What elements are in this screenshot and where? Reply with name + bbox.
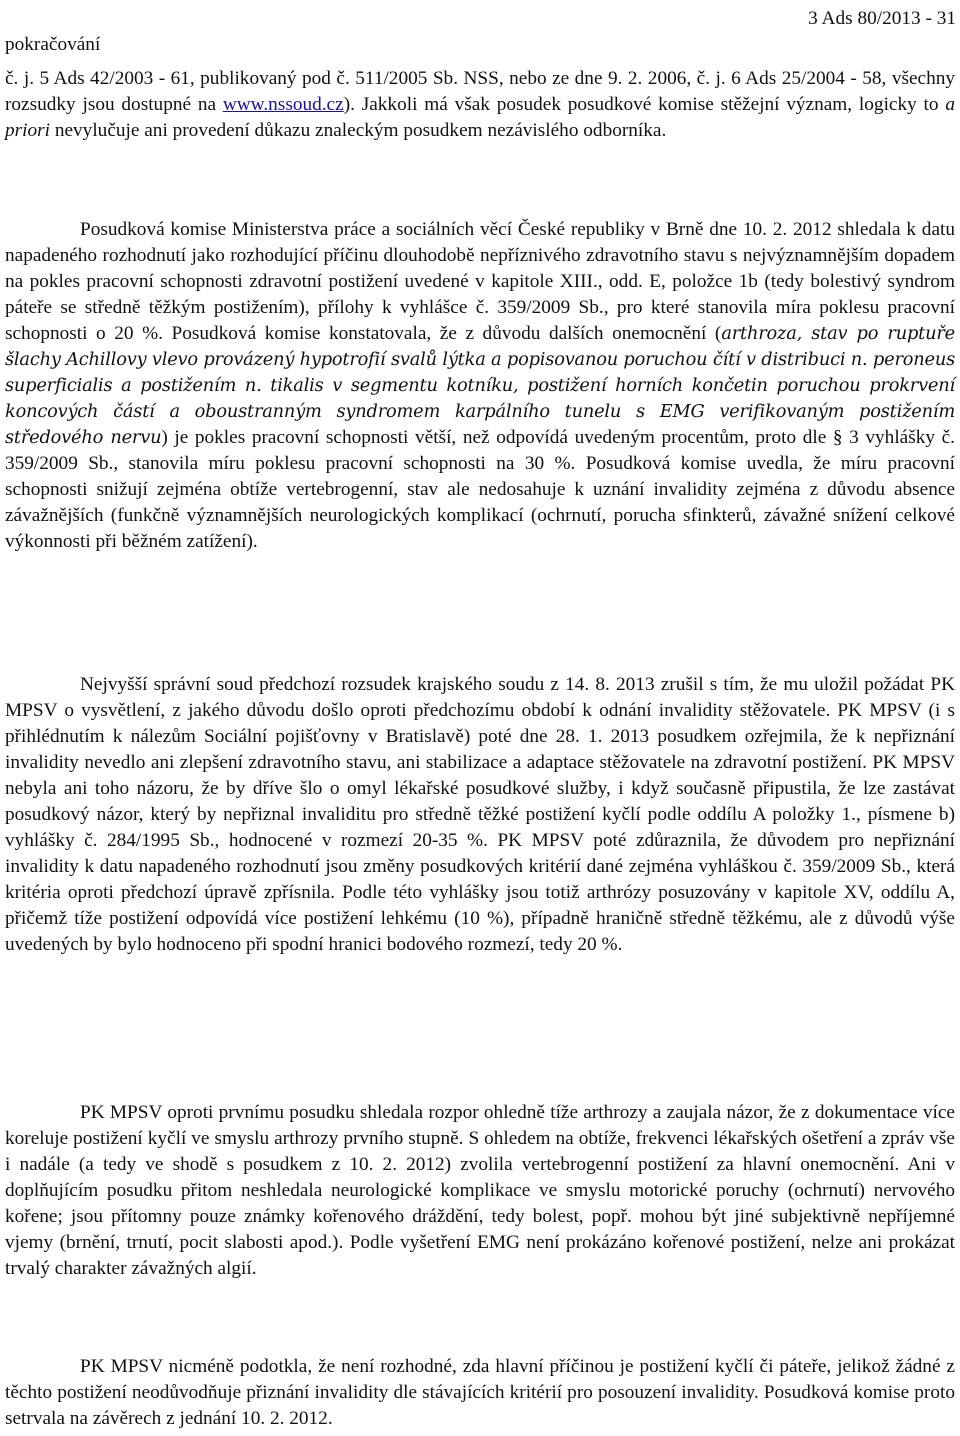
p2-text-b: ) je pokles pracovní schopnosti větší, než odpovídá uvedeným procentům, proto dle § 3 vyhlášky č. 359/2009 Sb., stanovila míru poklesu pracovní schopnosti na 30 %. Posudková komise uvedla, že míru pracovní schopnosti snižují zejména obtíže vertebrogenní, stav ale nedosahuje k uznání invalidity zejména z důvodu absence závažnějších (funkčně významnějších neurologických komplikací (ochrnutí, porucha sfinkterů, závažné snížení celkové výkonnosti při běžném zatížení). [5,427,956,552]
p1-text-a: č. j. 5 Ads 42/2003 - 61, publikovaný pod č. 511/2005 Sb. NSS, nebo ze dne 9. 2. 2006, č. j. 6 Ads 25/2004 - 58, všechny rozsudky jsou dostupné na [5,68,955,115]
p2-italic-diagnoses: arthroza, stav po ruptuře šlachy Achillovy vlevo provázený hypotrofií svalů lýtka a popisovanou poruchou čítí v distribuci n. peroneus superficialis a postižením n. tikalis v segmentu kotníku, postižení horních končetin poruchou prokrvení koncových částí a oboustranným syndromem karpálního tunelu s EMG verifikovaným postižením středového nervu [5,323,955,448]
case-number: 3 Ads 80/2013 - 31 [808,8,956,29]
p3-text: Nejvyšší správní soud předchozí rozsudek krajského soudu z 14. 8. 2013 zrušil s tím, že mu uložil požádat PK MPSV o vysvětlení, z jakého důvodu došlo oproti předchozímu období k odnání invalidity stěžovatele. PK MPSV (i s přihlédnutím k nálezům Sociální pojišťovny v Bratislavě) poté dne 28. 1. 2013 posudkem ozřejmila, že k nepřiznání invalidity nevedlo ani zlepšení zdravotního stavu, ani stabilizace a adaptace stěžovatele na zdravotní postižení. PK MPSV nebyla ani toho názoru, že by dříve šlo o omyl lékařské posudkové služby, i když současně připustila, že lze zastávat posudkový názor, který by nepřiznal invaliditu pro středně těžké postižení kyčlí podle oddílu A položky 1., písmene b) vyhlášky č. 284/1995 Sb., hodnocené v rozmezí 20-35 %. PK MPSV poté zdůraznila, že důvodem pro nepřiznání invalidity k datu napadeného rozhodnutí jsou změny posudkových kritérií dané zejména vyhláškou č. 359/2009 Sb., která kritéria oproti předchozí úpravě zpřísnila. Podle této vyhlášky jsou totiž arthrózy posuzovány v kapitole XV, oddílu A, přičemž tíže postižení odpovídá více postižení lehkému (10 %), případně hraničně středně těžkému, ale z důvodů výše uvedených by bylo hodnoceno při spodní hranici bodového rozmezí, tedy 20 %. [5,674,955,955]
p2-text-a: Posudková komise Ministerstva práce a sociálních věcí České republiky v Brně dne 10. 2. 2012 shledala k datu napadeného rozhodnutí jako rozhodující příčinu dlouhodobě nepříznivého zdravotního stavu s nejvýznamnějším dopadem na pokles pracovní schopnosti zdravotní postižení uvedené v kapitole XIII., odd. E, položce 1b (tedy bolestivý syndrom páteře se středně těžkým postižením), přílohy k vyhlášce č. 359/2009 Sb., pro které stanovila míra poklesu pracovní schopnosti o 20 %. Posudková komise konstatovala, že z důvodu dalších onemocnění ( [5,219,955,344]
continuation-label: pokračování [5,34,101,55]
p4-text: PK MPSV oproti prvnímu posudku shledala rozpor ohledně tíže arthrozy a zaujala názor, že z dokumentace více koreluje postižení kyčlí ve smyslu arthrozy prvního stupně. S ohledem na obtíže, frekvenci lékařských ošetření a zpráv vše i nadále (a tedy ve shodě s posudkem z 10. 2. 2012) zvolila vertebrogenní postižení za hlavní onemocnění. Ani v doplňujícím posudku přitom neshledala neurologické komplikace ve smyslu motorické poruchy (ochrnutí) nervového kořene; jsou přítomny pouze známky kořenového dráždění, tedy bolest, popř. mohou být jiné subjektivně nepříjemné vjemy (brnění, trnutí, pocit slabosti apod.). Podle vyšetření EMG není prokázáno kořenové postižení, nelze ani prokázat trvalý charakter závažných algií. [5,1102,955,1279]
paragraph-4 [5,1100,955,1282]
p5-text: PK MPSV nicméně podotkla, že není rozhodné, zda hlavní příčinou je postižení kyčlí či páteře, jelikož žádné z těchto postižení neodůvodňuje přiznání invalidity dle stávajících kritérií pro posouzení invalidity. Posudková komise proto setrvala na závěrech z jednání 10. 2. 2012. [5,1356,955,1429]
page-header [5,4,956,58]
p1-italic: a priori [5,94,955,141]
p1-text-b: ). Jakkoli má však posudek posudkové komise stěžejní význam, logicky to [343,94,946,115]
paragraph-1 [5,66,955,144]
paragraph-2 [5,217,955,555]
p1-text-c: nevylučuje ani provedení důkazu znaleckým posudkem nezávislého odborníka. [50,120,667,141]
paragraph-5 [5,1354,955,1432]
nssoud-link[interactable]: www.nssoud.cz [222,94,344,115]
paragraph-3 [5,672,955,958]
